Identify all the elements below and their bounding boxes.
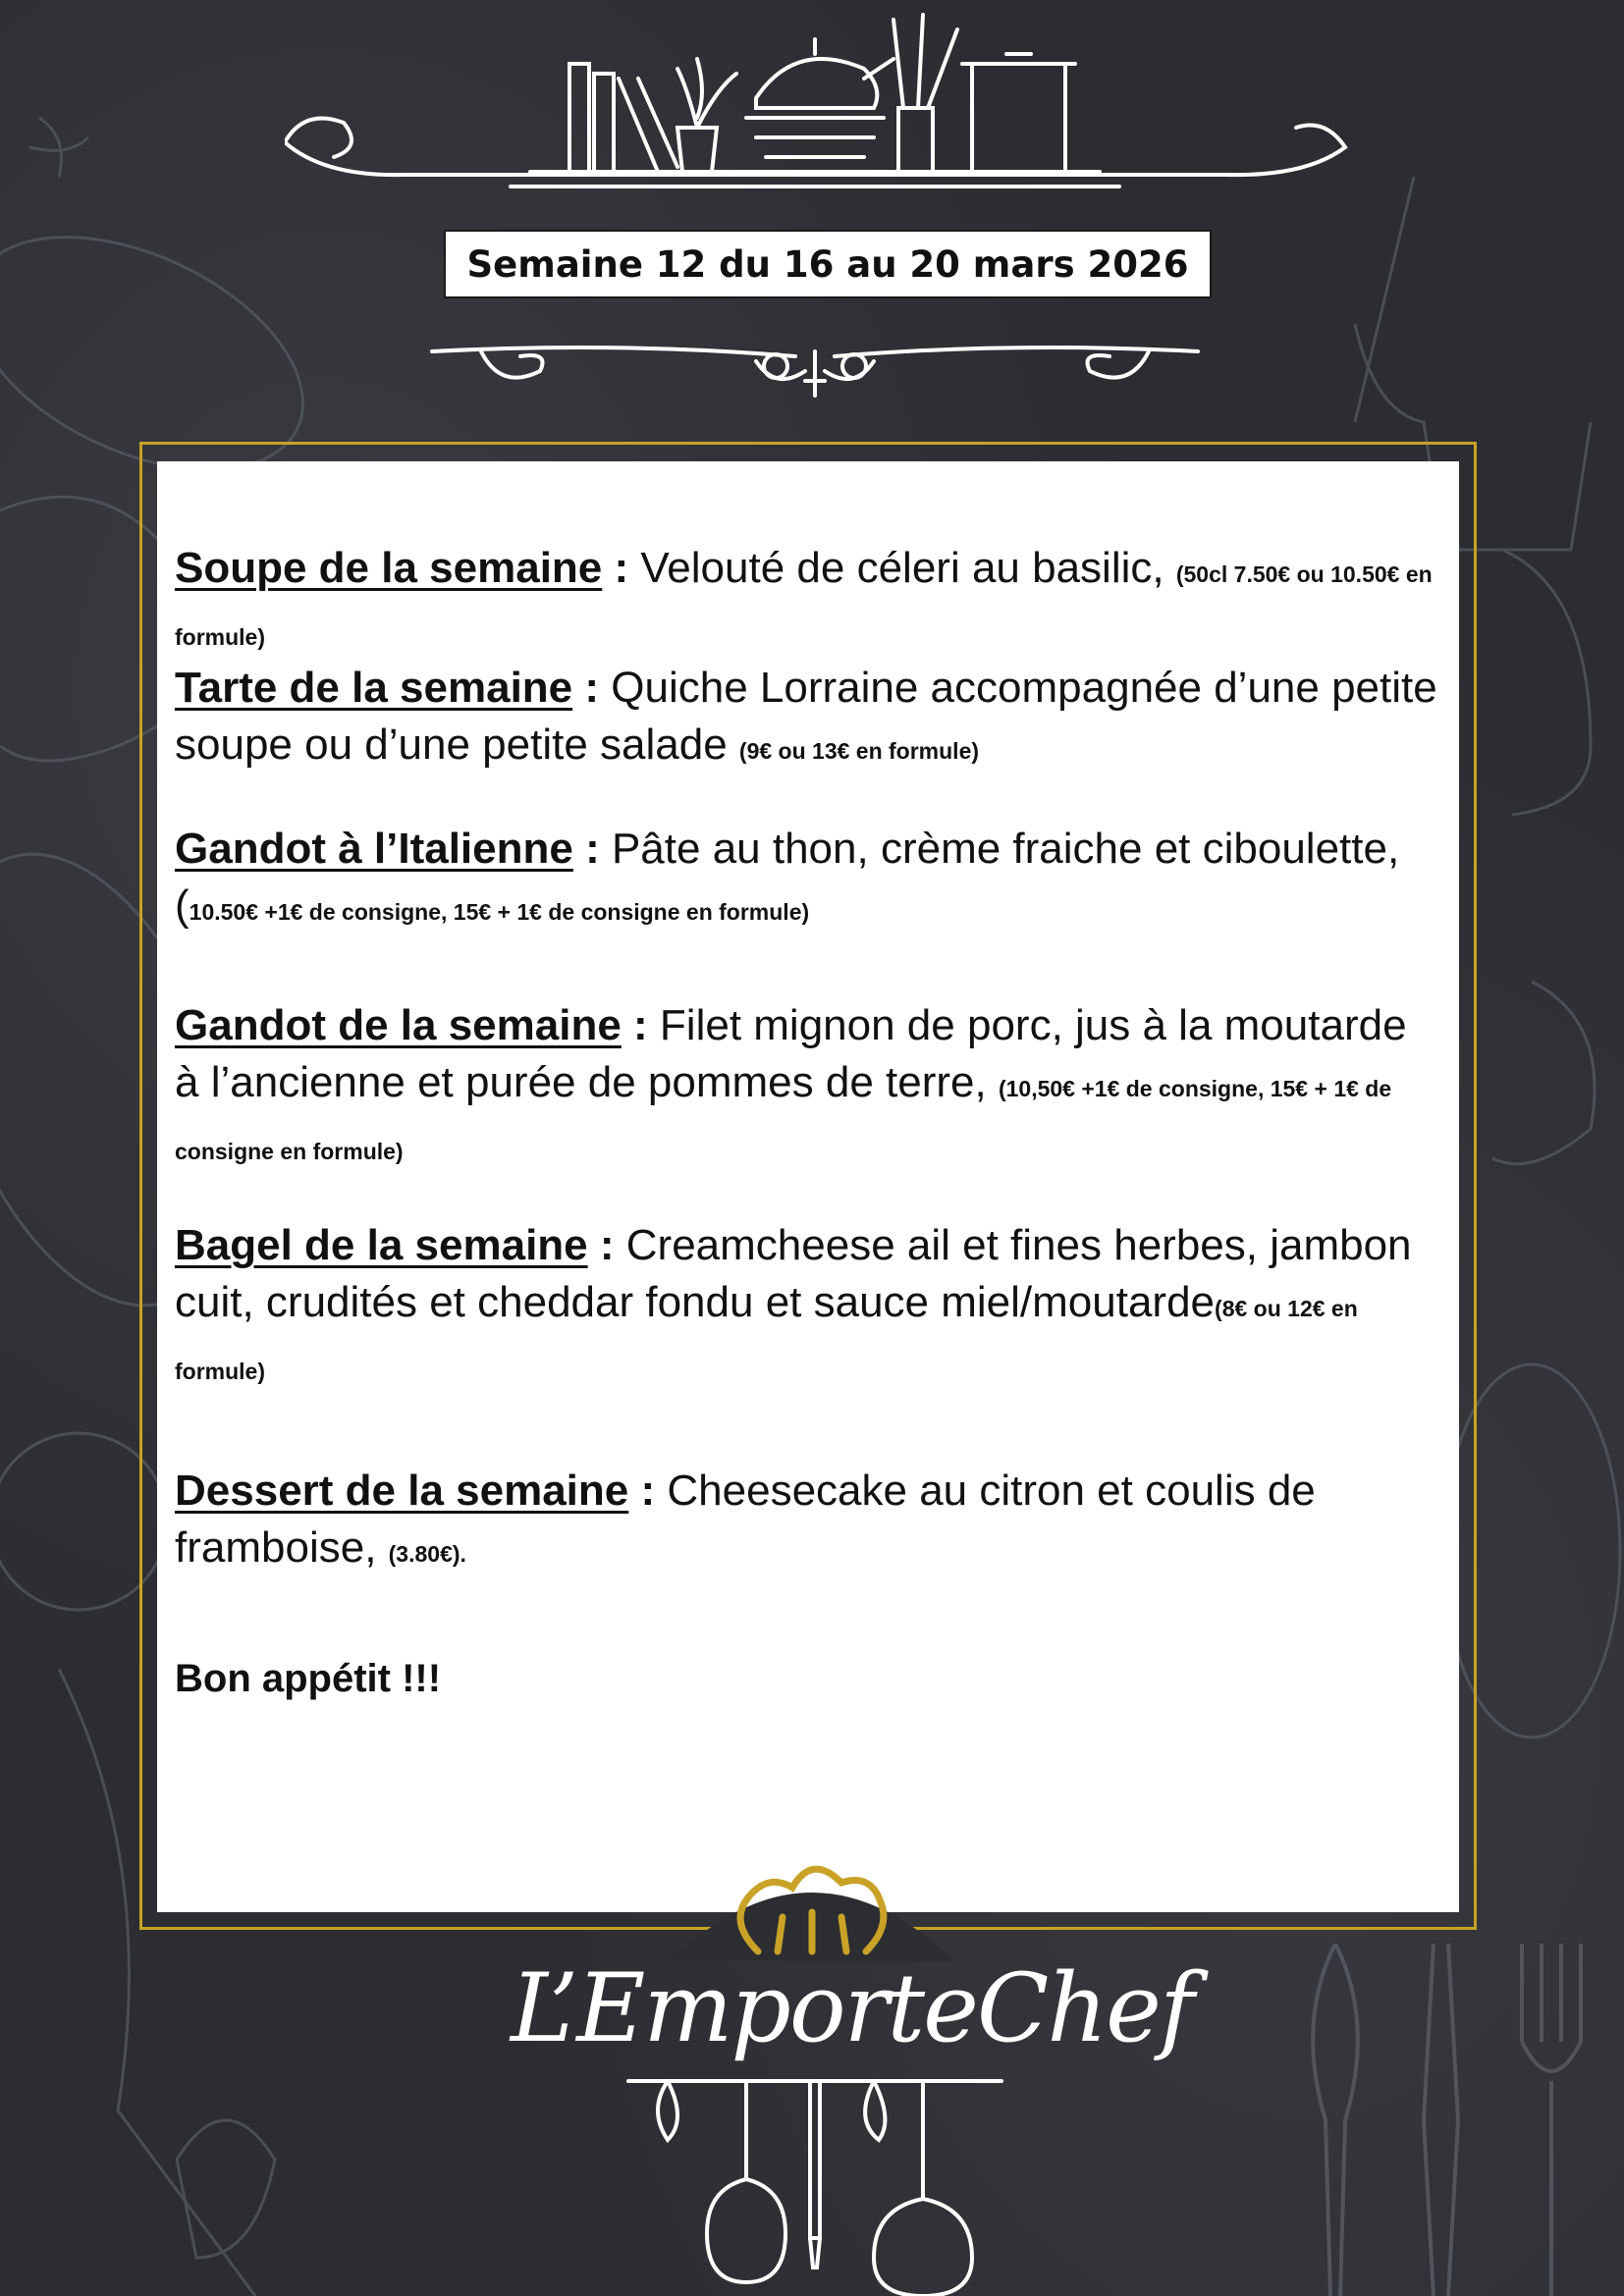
hanging-pans-icon [609,2061,1021,2296]
item-price: 10.50€ +1€ de consigne, 15€ + 1€ de consigne en formule) [189,899,810,925]
item-description: Pâte au thon, crème fraiche et ciboulette, ( [175,825,1400,930]
item-price: (3.80€). [388,1541,466,1567]
item-label: Tarte de la semaine [175,664,573,712]
item-label: Gandot à l’Italienne [175,825,573,873]
menu-item-bagel [175,1217,1441,1400]
week-title: Semaine 12 du 16 au 20 mars 2026 [466,242,1189,286]
week-title-box [444,230,1212,298]
item-sep: : [587,1221,626,1269]
ornament-flourish-icon [422,312,1208,410]
item-description: Creamcheese ail et fines herbes, jambon cuit, crudités et cheddar fondu et sauce miel/moutarde [175,1221,1412,1326]
item-sep: : [628,1467,668,1515]
item-price: (50cl 7.50€ ou 10.50€ en formule) [175,561,1433,650]
item-sep: : [572,664,612,712]
item-description: Quiche Lorraine accompagnée d’une petite soupe ou d’une petite salade [175,664,1437,769]
item-price: (10,50€ +1€ de consigne, 15€ + 1€ de consigne en formule) [175,1076,1392,1164]
menu-item-soup [175,540,1441,666]
menu-item-dessert [175,1463,1441,1582]
menu-item-tart [175,660,1441,779]
item-sep: : [572,825,612,873]
menu-item-gandot-italian [175,821,1441,940]
kitchen-shelf-icon [285,0,1355,216]
item-price: (8€ ou 12€ en formule) [175,1296,1358,1384]
logo-dome [670,1843,954,1961]
item-label: Dessert de la semaine [175,1467,629,1515]
menu-item-gandot-week [175,997,1441,1180]
closing-message: Bon appétit !!! [175,1657,442,1700]
item-description: Velouté de céleri au basilic, [640,544,1176,592]
fork-knife-spoon-icon [1276,1944,1624,2296]
item-sep: : [602,544,641,592]
brand-logo-text: L’EmporteChef [511,1953,1193,2063]
item-label: Soupe de la semaine [175,544,603,592]
item-label: Bagel de la semaine [175,1221,588,1269]
item-price: (9€ ou 13€ en formule) [738,738,980,764]
item-label: Gandot de la semaine [175,1001,622,1049]
item-description: Filet mignon de porc, jus à la moutarde à l’ancienne et purée de pommes de terre, [175,1001,1407,1106]
item-description: Cheesecake au citron et coulis de framboise, [175,1467,1316,1572]
item-sep: : [621,1001,660,1049]
